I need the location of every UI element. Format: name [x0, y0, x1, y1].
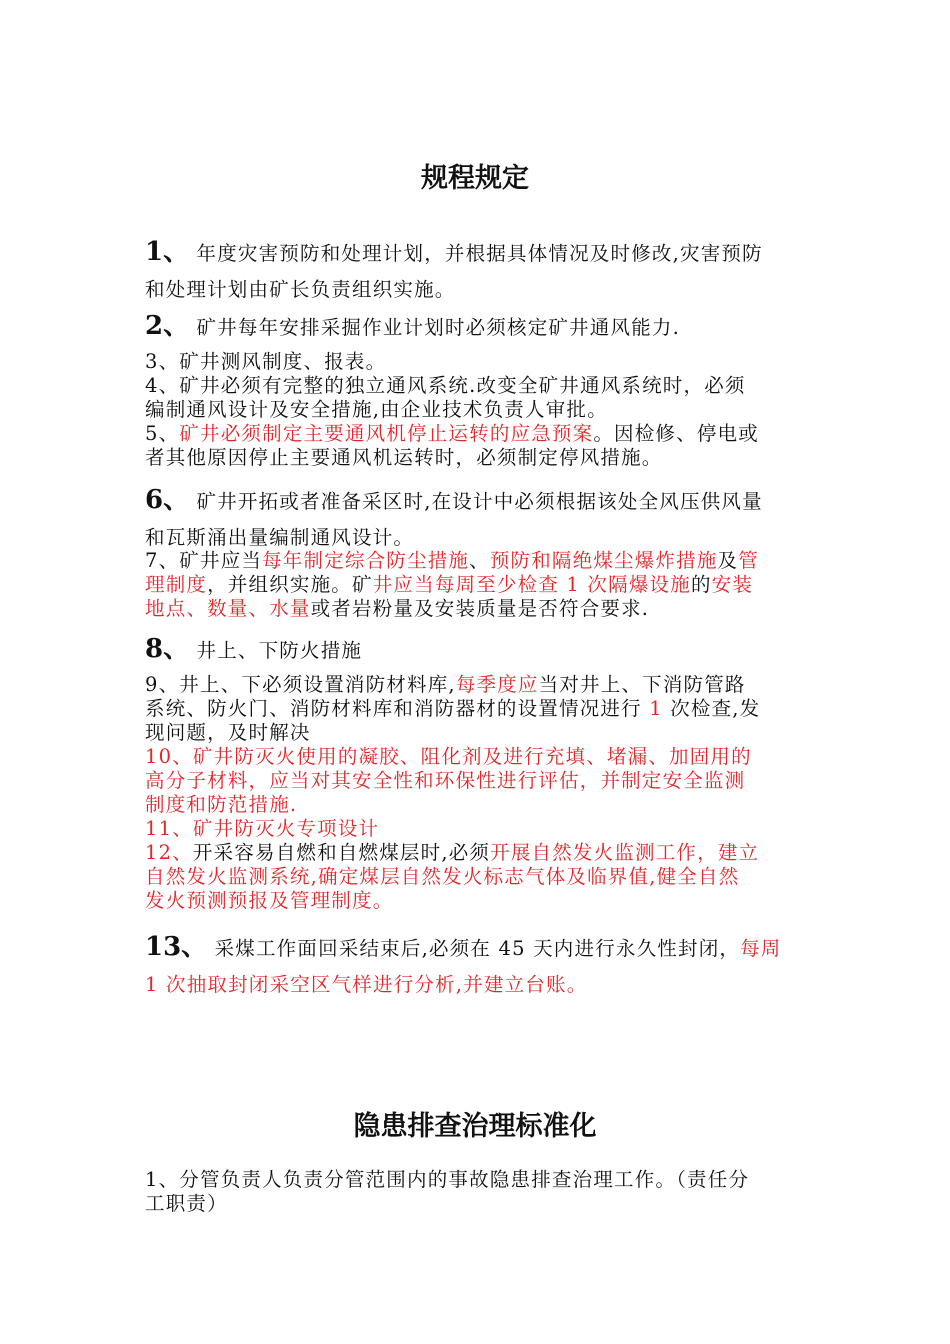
paragraph-7 — [145, 549, 810, 621]
highlighted-text: 11、矿井防灭火专项设计 — [145, 817, 380, 840]
paragraph-6 — [145, 481, 810, 557]
highlighted-text: 理制度 — [145, 573, 208, 596]
text-line — [145, 769, 810, 793]
text-run: 和瓦斯涌出量编制通风设计。 — [145, 526, 415, 549]
paragraph-13 — [145, 928, 810, 1004]
text-line — [145, 673, 810, 697]
text-line — [145, 573, 810, 597]
text-run: 4、矿井必须有完整的独立通风系统.改变全矿井通风系统时，必须 — [145, 374, 746, 397]
text-line — [145, 793, 810, 817]
text-run: 当对井上、下消防管路 — [538, 673, 746, 696]
highlighted-text: 地点、数量、水量 — [145, 597, 311, 620]
highlighted-text: 开展自然发火监测工作，建立 — [490, 841, 760, 864]
highlighted-text: 10、矿井防灭火使用的凝胶、阻化剂及进行充填、堵漏、加固用的 — [145, 745, 752, 768]
text-line — [145, 889, 810, 913]
highlighted-text: 预防和隔绝煤尘爆炸措施 — [489, 549, 718, 572]
highlighted-text: 制度和防范措施. — [145, 793, 298, 816]
text-line — [145, 307, 810, 345]
item-number: 8、 — [145, 634, 190, 664]
text-line — [145, 817, 810, 841]
text-run: 、 — [469, 549, 490, 572]
text-line — [145, 481, 810, 519]
text-line — [145, 745, 810, 769]
text-line — [145, 597, 810, 621]
text-run: 的 — [690, 573, 712, 596]
highlighted-text: 管 — [738, 549, 759, 572]
text-line — [145, 271, 810, 309]
paragraph-1 — [145, 233, 810, 309]
highlighted-text: 12、 — [145, 841, 193, 864]
highlighted-text: 安装 — [711, 573, 754, 596]
item-number: 1、 — [145, 237, 190, 267]
text-line — [145, 374, 810, 398]
text-run: 1、分管负责人负责分管范围内的事故隐患排查治理工作。（责任分 — [145, 1168, 750, 1191]
text-line — [145, 422, 810, 446]
text-line — [145, 398, 810, 422]
text-run: 3、矿井测风制度、报表。 — [145, 350, 387, 373]
text-line — [145, 350, 810, 374]
paragraph-8 — [145, 630, 810, 668]
highlighted-text: 每年制定综合防尘措施 — [262, 549, 470, 572]
item-number: 6、 — [145, 485, 190, 515]
item-number: 13、 — [145, 932, 208, 962]
text-run: 及 — [717, 549, 739, 572]
text-run: 工职责） — [145, 1192, 228, 1215]
text-run: 采煤工作面回采结束后,必须在 45 天内进行永久性封闭， — [207, 937, 741, 960]
text-line — [145, 865, 810, 889]
text-run: 系统、防火门、消防材料库和消防器材的设置情况进行 — [145, 697, 650, 720]
highlighted-text: 发火预测预报及管理制度。 — [145, 889, 394, 912]
highlighted-text: 矿井必须制定主要通风机停止运转的应急预案 — [179, 422, 594, 445]
text-line — [145, 233, 810, 271]
text-run: 开采容易自燃和自燃煤层时,必须 — [192, 841, 491, 864]
text-run: 。因检修、停电或 — [593, 422, 759, 445]
text-line — [145, 1192, 810, 1216]
text-run: ，并组织实施。矿 — [207, 573, 373, 596]
text-line — [145, 697, 810, 721]
hazard-paragraph-1 — [145, 1168, 810, 1216]
text-run: 现问题，及时解决 — [145, 721, 311, 744]
text-run: 矿井开拓或者准备采区时,在设计中必须根据该处全风压供风量 — [189, 490, 763, 513]
text-line — [145, 966, 810, 1004]
text-run: 9、井上、下必须设置消防材料库, — [145, 673, 456, 696]
paragraph-2 — [145, 307, 810, 345]
text-run: 矿井每年安排采掘作业计划时必须核定矿井通风能力. — [189, 316, 680, 339]
text-run: 和处理计划由矿长负责组织实施。 — [145, 278, 456, 301]
highlighted-text: 每季度应 — [455, 673, 539, 696]
text-run: 年度灾害预防和处理计划，并根据具体情况及时修改,灾害预防 — [189, 242, 763, 265]
text-line — [145, 721, 810, 745]
text-line — [145, 841, 810, 865]
text-run: 或者岩粉量及安装质量是否符合要求. — [310, 597, 650, 620]
highlighted-text: 自然发火监测系统,确定煤层自然发火标志气体及临界值,健全自然 — [145, 865, 740, 888]
text-line — [145, 630, 810, 668]
highlighted-text: 高分子材料，应当对其安全性和环保性进行评估，并制定安全监测 — [145, 769, 746, 792]
highlighted-text: 井应当每周至少检查 1 次隔爆设施 — [372, 573, 691, 596]
text-line — [145, 549, 810, 573]
text-run: 次检查,发 — [662, 697, 761, 720]
paragraph-3-5 — [145, 350, 810, 470]
text-run: 者其他原因停止主要通风机运转时，必须制定停风措施。 — [145, 446, 663, 469]
item-number: 2、 — [145, 311, 190, 341]
section-title-regulations: 规程规定 — [421, 163, 529, 194]
highlighted-text: 1 次抽取封闭采空区气样进行分析,并建立台账。 — [145, 973, 588, 996]
section-title-hazard-standardization: 隐患排查治理标准化 — [353, 1111, 597, 1142]
text-run: 编制通风设计及安全措施,由企业技术负责人审批。 — [145, 398, 608, 421]
text-line — [145, 1168, 810, 1192]
highlighted-text: 1 — [649, 697, 663, 720]
paragraph-9-12 — [145, 673, 810, 913]
text-line — [145, 928, 810, 966]
text-run: 7、矿井应当 — [145, 549, 263, 572]
highlighted-text: 每周 — [740, 937, 782, 960]
text-line — [145, 446, 810, 470]
text-run: 5、 — [145, 422, 180, 445]
text-run: 井上、下防火措施 — [189, 639, 363, 662]
